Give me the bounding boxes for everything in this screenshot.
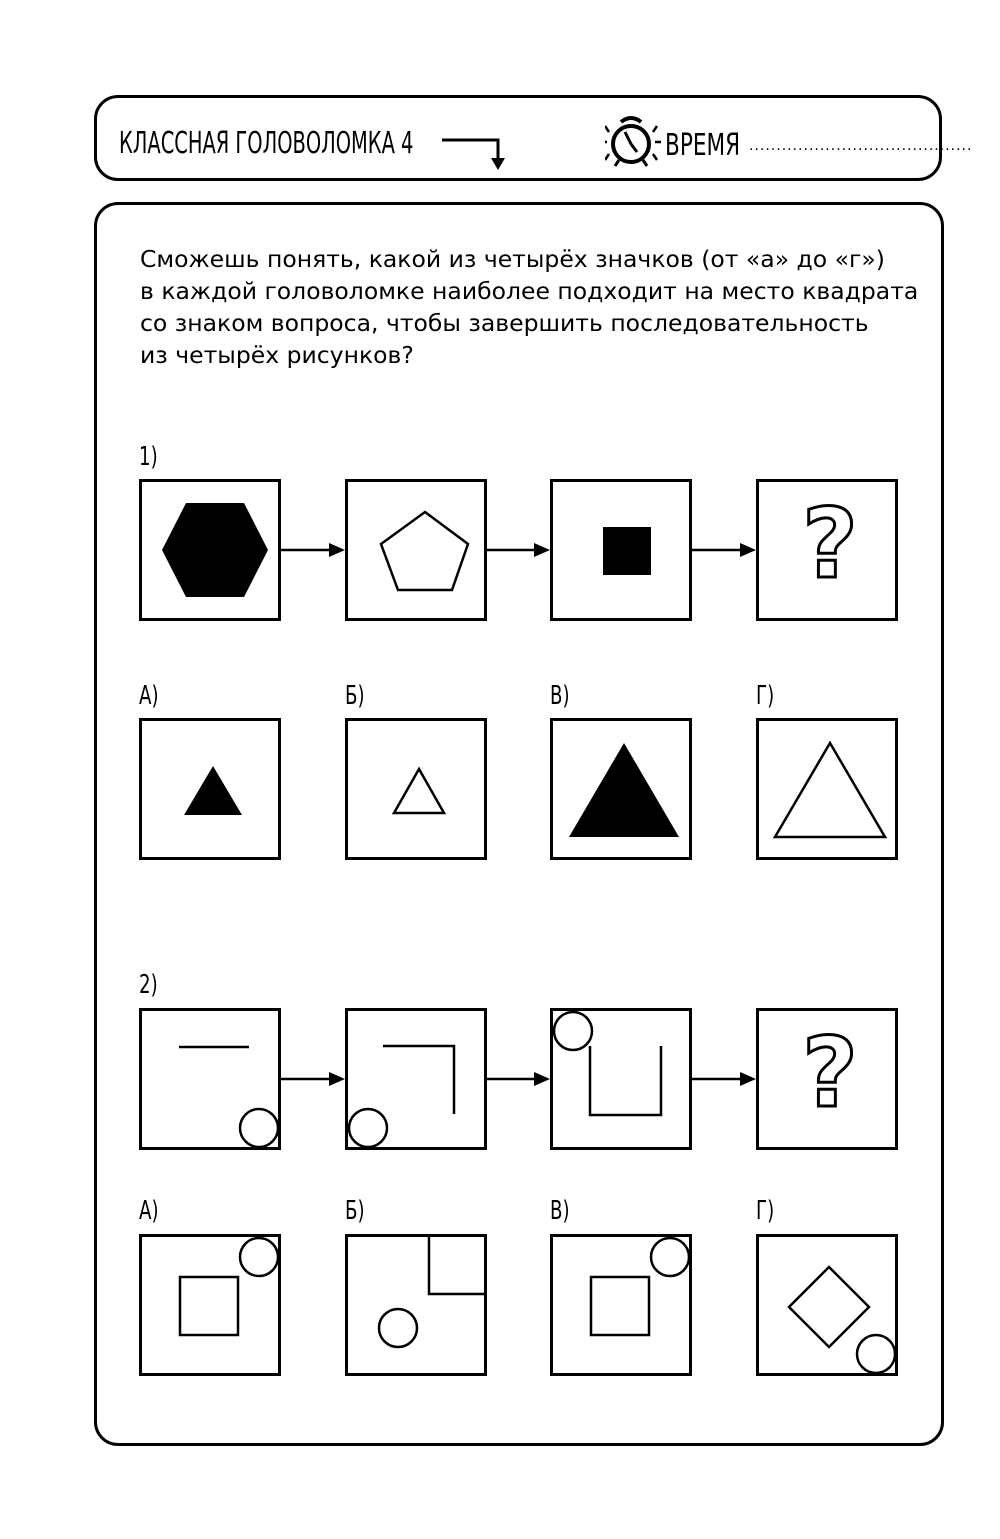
- question-mark-icon: [759, 482, 895, 618]
- sequence-arrow-icon: [281, 540, 345, 560]
- puzzle-1-option-b[interactable]: [345, 718, 487, 860]
- small-outline-triangle-figure: [348, 721, 484, 857]
- instruction-line: из четырёх рисунков?: [140, 341, 414, 369]
- svg-text:?: ?: [802, 1017, 858, 1129]
- question-mark-icon: [759, 1011, 895, 1147]
- time-label: ВРЕМЯ: [665, 128, 741, 163]
- option-label: Г): [756, 1196, 775, 1226]
- puzzle-2-option-v[interactable]: [550, 1234, 692, 1376]
- large-outline-triangle-figure: [759, 721, 895, 857]
- puzzle-1-question-cell[interactable]: [756, 479, 898, 621]
- puzzle-1-seq-cell-3: [550, 479, 692, 621]
- u-shape-circle-figure: [553, 1011, 689, 1147]
- puzzle-1-seq-cell-1: [139, 479, 281, 621]
- diamond-circle-figure: [759, 1237, 895, 1373]
- option-label: В): [550, 681, 570, 711]
- puzzle-title: КЛАССНАЯ ГОЛОВОЛОМКА 4: [119, 126, 414, 161]
- puzzle-2-option-a[interactable]: [139, 1234, 281, 1376]
- puzzle-2-option-g[interactable]: [756, 1234, 898, 1376]
- option-label: Б): [345, 681, 365, 711]
- puzzle-2-number: 2): [139, 970, 158, 1000]
- sequence-arrow-icon: [487, 1069, 550, 1089]
- sequence-arrow-icon: [487, 540, 550, 560]
- square-circle-figure: [142, 1237, 278, 1373]
- title-arrow-icon: [442, 134, 512, 174]
- option-label: Г): [756, 681, 775, 711]
- option-label: А): [139, 1196, 159, 1226]
- small-filled-triangle-figure: [142, 721, 278, 857]
- sequence-arrow-icon: [281, 1069, 345, 1089]
- option-label: В): [550, 1196, 570, 1226]
- puzzle-2-seq-cell-1: [139, 1008, 281, 1150]
- puzzle-1-option-g[interactable]: [756, 718, 898, 860]
- time-answer-line[interactable]: .........................................: [749, 138, 973, 154]
- header-box: [94, 95, 973, 181]
- puzzle-2-seq-cell-2: [345, 1008, 487, 1150]
- line-circle-figure: [142, 1011, 278, 1147]
- option-label: Б): [345, 1196, 365, 1226]
- puzzle-1-option-a[interactable]: [139, 718, 281, 860]
- puzzle-1-option-v[interactable]: [550, 718, 692, 860]
- puzzle-2-question-cell[interactable]: [756, 1008, 898, 1150]
- puzzle-2-seq-cell-3: [550, 1008, 692, 1150]
- instruction-line: со знаком вопроса, чтобы завершить последовательность: [140, 309, 869, 337]
- instruction-line: в каждой головоломке наиболее подходит на место квадрата: [140, 277, 919, 305]
- instruction-line: Сможешь понять, какой из четырёх значков (от «а» до «г»): [140, 245, 885, 273]
- puzzle-1-seq-cell-2: [345, 479, 487, 621]
- filled-hexagon-figure: [142, 482, 278, 618]
- puzzle-2-option-b[interactable]: [345, 1234, 487, 1376]
- sequence-arrow-icon: [692, 540, 756, 560]
- large-filled-triangle-figure: [553, 721, 689, 857]
- sequence-arrow-icon: [692, 1069, 756, 1089]
- option-label: А): [139, 681, 159, 711]
- outline-pentagon-figure: [348, 482, 484, 618]
- corner-circle-figure: [348, 1237, 484, 1373]
- filled-square-figure: [553, 482, 689, 618]
- square-circle-figure: [553, 1237, 689, 1373]
- puzzle-1-number: 1): [139, 442, 158, 472]
- instructions: [140, 243, 918, 371]
- alarm-clock-icon: [605, 112, 661, 172]
- svg-text:?: ?: [802, 488, 858, 600]
- corner-circle-figure: [348, 1011, 484, 1147]
